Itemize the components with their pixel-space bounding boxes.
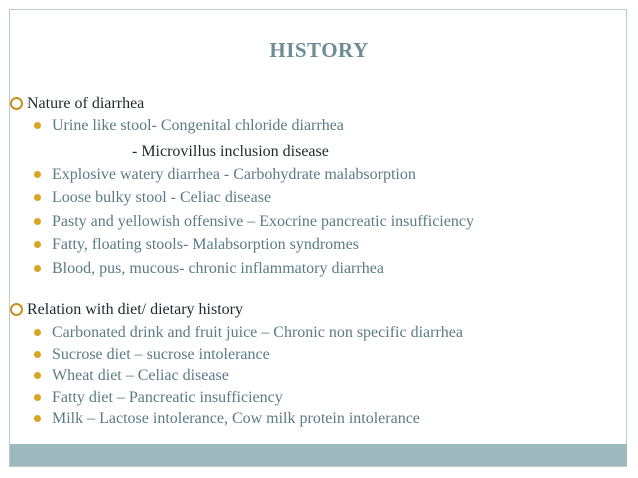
dot-bullet-icon — [34, 351, 41, 358]
dot-bullet-icon — [34, 415, 41, 422]
ring-bullet-icon — [10, 97, 23, 110]
list-item: Blood, pus, mucous- chronic inflammatory diarrhea — [52, 260, 384, 277]
list-item: Wheat diet – Celiac disease — [52, 367, 229, 384]
dot-bullet-icon — [34, 372, 41, 379]
list-item: Carbonated drink and fruit juice – Chronic non specific diarrhea — [52, 324, 463, 341]
dot-bullet-icon — [34, 329, 41, 336]
list-item: Loose bulky stool - Celiac disease — [52, 189, 272, 206]
list-item-continuation: - Microvillus inclusion disease — [132, 143, 329, 160]
dot-bullet-icon — [34, 218, 41, 225]
list-item: Fatty, floating stools- Malabsorption syndromes — [52, 236, 359, 253]
dot-bullet-icon — [34, 171, 41, 178]
list-item: Milk – Lactose intolerance, Cow milk protein intolerance — [52, 410, 420, 427]
list-item: Fatty diet – Pancreatic insufficiency — [52, 389, 283, 406]
list-item: Sucrose diet – sucrose intolerance — [52, 346, 270, 363]
list-item: Explosive watery diarrhea - Carbohydrate malabsorption — [52, 166, 416, 183]
ring-bullet-icon — [10, 303, 23, 316]
dot-bullet-icon — [34, 241, 41, 248]
list-item: Pasty and yellowish offensive – Exocrine pancreatic insufficiency — [52, 213, 474, 230]
section-heading-nature: Nature of diarrhea — [27, 95, 145, 112]
dot-bullet-icon — [34, 394, 41, 401]
slide-title: HISTORY — [269, 38, 369, 62]
dot-bullet-icon — [34, 265, 41, 272]
dot-bullet-icon — [34, 122, 41, 129]
section-heading-diet: Relation with diet/ dietary history — [27, 301, 243, 318]
dot-bullet-icon — [34, 194, 41, 201]
list-item: Urine like stool- Congenital chloride diarrhea — [52, 117, 344, 134]
